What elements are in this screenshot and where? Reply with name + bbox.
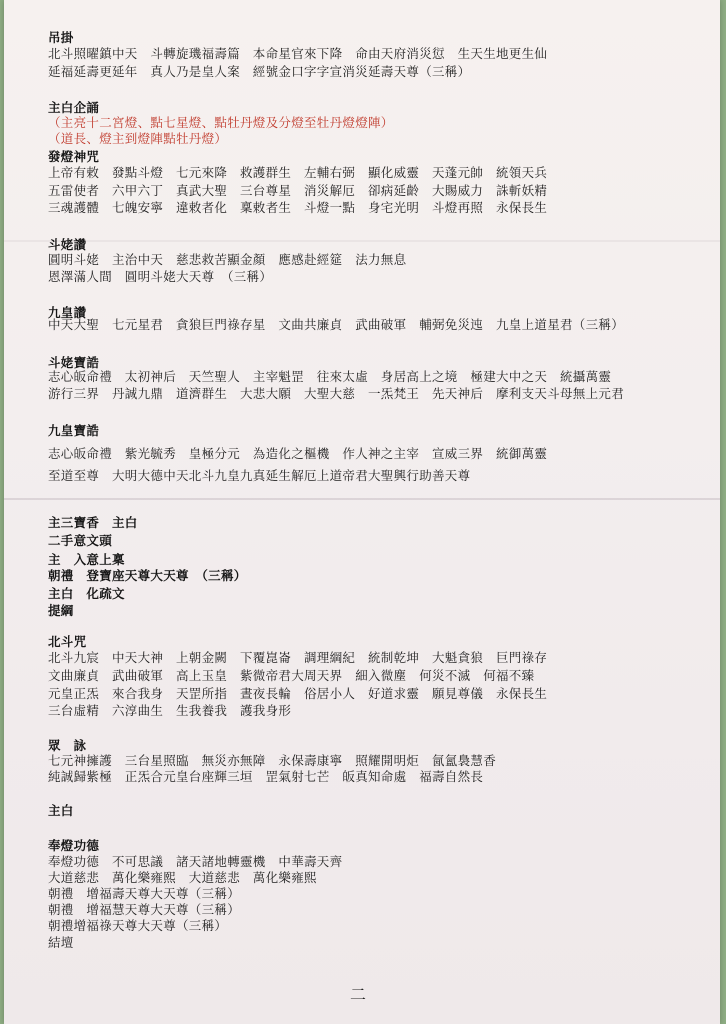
text-line: 結壇 bbox=[48, 935, 74, 950]
section-heading: 吊掛 bbox=[48, 30, 74, 45]
section-heading: 主白 bbox=[48, 803, 74, 818]
section-heading: 眾 詠 bbox=[48, 738, 87, 753]
section-heading: 奉燈功德 bbox=[48, 838, 100, 853]
instruction-note: （主亮十二宮燈、點七星燈、點牡丹燈及分燈至牡丹燈燈陣） bbox=[48, 115, 394, 130]
section-heading: 朝禮 登寶座天尊大天尊 （三稱） bbox=[48, 568, 247, 583]
text-line: 朝禮 增福壽天尊大天尊（三稱） bbox=[48, 886, 241, 901]
text-line: 奉燈功德 不可思議 諸天諸地轉靈機 中華壽天齊 bbox=[48, 854, 343, 869]
text-line: 朝禮 增福慧天尊大天尊（三稱） bbox=[48, 902, 241, 917]
text-line: 延福延壽更延年 真人乃是皇人案 經號金口字字宣消災延壽天尊（三稱） bbox=[48, 64, 471, 79]
text-line: 志心皈命禮 紫光毓秀 皇極分元 為造化之樞機 作人神之主宰 宣威三界 統御萬靈 bbox=[48, 446, 548, 461]
text-line: 大道慈悲 萬化樂雍熙 大道慈悲 萬化樂雍熙 bbox=[48, 870, 317, 885]
section-heading: 北斗咒 bbox=[48, 634, 87, 649]
text-line: 元皇正炁 來合我身 天罡所指 晝夜長輪 俗居小人 好道求靈 願見尊儀 永保長生 bbox=[48, 686, 548, 701]
section-heading: 九皇寶誥 bbox=[48, 423, 100, 438]
section-heading: 主白企誦 bbox=[48, 100, 100, 115]
page-number: 二 bbox=[350, 985, 367, 1004]
text-line: 文曲廉貞 武曲破軍 高上玉皇 紫微帝君大周天界 細入微塵 何災不滅 何福不臻 bbox=[48, 668, 535, 683]
section-heading: 提綱 bbox=[48, 603, 74, 618]
section-heading: 主白 化疏文 bbox=[48, 586, 125, 601]
instruction-note: （道長、燈主到燈陣點牡丹燈） bbox=[48, 131, 228, 146]
text-line: 北斗九宸 中天大神 上朝金闕 下覆崑崙 調理綱紀 統制乾坤 大魁貪狼 巨門祿存 bbox=[48, 650, 548, 665]
section-heading: 二手意文頭 bbox=[48, 533, 113, 548]
text-line: 朝禮增福祿天尊大天尊（三稱） bbox=[48, 918, 228, 933]
text-line: 五雷使者 六甲六丁 真武大聖 三台尊星 消災解厄 卻病延齡 大賜威力 誅斬妖精 bbox=[48, 183, 548, 198]
text-line: 三台虛精 六淳曲生 生我養我 護我身形 bbox=[48, 703, 292, 718]
text-line: 上帝有敕 發點斗燈 七元來降 救護群生 左輔右弼 顯化威靈 天蓬元帥 統領天兵 bbox=[48, 165, 548, 180]
section-heading: 主三寶香 主白 bbox=[48, 515, 138, 530]
text-line: 中天大聖 七元星君 貪狼巨門祿存星 文曲共廉貞 武曲破軍 輔弼免災迍 九皇上道星君（三稱） bbox=[48, 317, 625, 332]
paper-fold bbox=[4, 240, 720, 242]
text-line: 七元神擁護 三台星照臨 無災亦無障 永保壽康寧 照耀開明炬 氤氳裊慧香 bbox=[48, 753, 497, 768]
text-line: 至道至尊 大明大德中天北斗九皇九真延生解厄上道帝君大聖興行助善天尊 bbox=[48, 468, 471, 483]
text-line: 北斗照曜鎮中天 斗轉旋璣福壽篇 本命星官來下降 命由天府消災愆 生天生地更生仙 bbox=[48, 46, 548, 61]
text-line: 志心皈命禮 太初神后 天竺聖人 主宰魁罡 往來太虛 身居高上之境 極建大中之天 統攝萬靈 bbox=[48, 369, 612, 384]
text-line: 三魂護體 七魄安寧 違敕者化 稟敕者生 斗燈一點 身宅光明 斗燈再照 永保長生 bbox=[48, 200, 548, 215]
section-heading: 發燈神咒 bbox=[48, 149, 100, 164]
section-heading: 斗姥寶誥 bbox=[48, 355, 100, 370]
section-heading: 九皇讚 bbox=[48, 305, 87, 320]
text-line: 純誠歸紫極 正炁合元皇台座輝三垣 罡氣射七芒 皈真知命處 福壽自然長 bbox=[48, 769, 484, 784]
section-heading: 斗姥讚 bbox=[48, 237, 87, 252]
paper-fold bbox=[4, 498, 720, 500]
text-line: 恩澤滿人間 圓明斗姥大天尊 （三稱） bbox=[48, 269, 273, 284]
text-line: 游行三界 丹誠九鼎 道濟群生 大悲大願 大聖大慈 一炁梵王 先天神后 摩利支天斗母無上元君 bbox=[48, 386, 625, 401]
text-line: 圓明斗姥 主治中天 慈悲救苦顯金顏 應感赴經筵 法力無息 bbox=[48, 252, 407, 267]
section-heading: 主 入意上稟 bbox=[48, 552, 125, 567]
